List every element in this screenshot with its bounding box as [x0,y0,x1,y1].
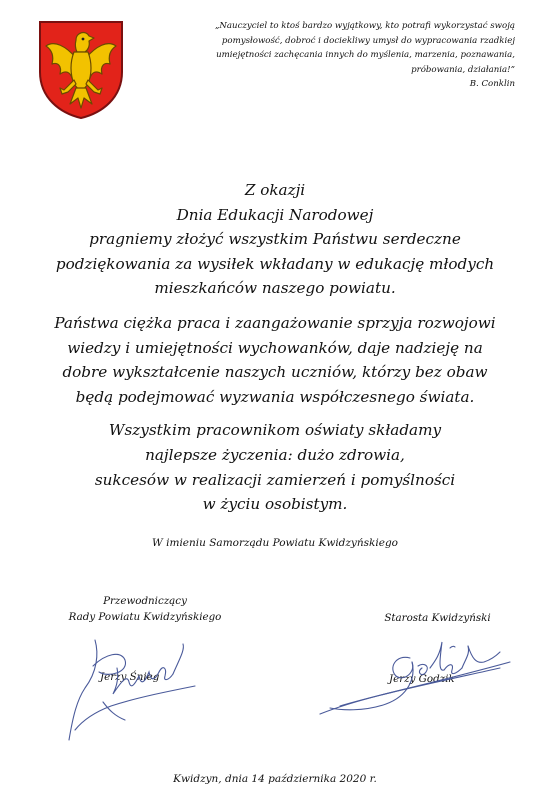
quote-author: B. Conklin [469,79,515,89]
text-line: w życiu osobistym. [202,495,348,514]
text-line: najlepsze życzenia: dużo zdrowia, [145,445,405,464]
quote-line: pomysłowość, dobroć i dociekliwy umysł do wypracowania rzadkiej [221,35,515,46]
text-line: wiedzy i umiejętności wychowanków, daje nadzieję na [67,338,483,357]
signatory-right [340,611,535,685]
date-place-line: Kwidzyn, dnia 14 października 2020 r. [173,773,377,785]
text-line: Państwa ciężka praca i zaangażowanie sprzyja rozwojowi [54,313,496,332]
signatory-title: Przewodniczący [103,595,187,607]
signatory-name: Jerzy Godzik [389,673,455,685]
coat-of-arms-eagle-icon [36,18,126,120]
signatory-title: Rady Powiatu Kwidzyńskiego [68,610,222,623]
handwritten-signature-right [300,628,520,718]
quote-line: próbowania, działania!” [411,64,515,75]
text-line: pragniemy złożyć wszystkim Państwu serdeczne [89,230,461,249]
text-line: podziękowania za wysiłek wkładany w edukację młodych [55,254,495,273]
text-line: będą podejmować wyzwania współczesnego świata. [75,387,475,406]
signatory-title: Starosta Kwidzyński [384,612,491,624]
greeting-body [20,178,530,517]
on-behalf-line: W imieniu Samorządu Powiatu Kwidzyńskiego [152,537,398,549]
greeting-paragraph-1 [20,178,530,301]
signatory-name: Jerzy Śnieg [100,671,160,683]
text-line: mieszkańców naszego powiatu. [154,279,396,298]
handwritten-signature-left [55,620,215,760]
text-line: Dnia Edukacji Narodowej [176,205,374,224]
text-line: dobre wykształcenie naszych uczniów, którzy bez obaw [62,363,488,382]
text-line: sukcesów w realizacji zamierzeń i pomyślności [94,470,456,489]
text-line: Z okazji [244,181,306,199]
greeting-paragraph-3 [20,418,530,516]
greeting-paragraph-2 [20,311,530,409]
text-line: Wszystkim pracownikom oświaty składamy [108,421,442,440]
quote-line: umiejętności zachęcania innych do myślenia, marzenia, poznawania, [216,50,515,60]
quote-line: „Nauczyciel to ktoś bardzo wyjątkowy, kto potrafi wykorzystać swoją [214,21,515,31]
quote [145,19,515,92]
